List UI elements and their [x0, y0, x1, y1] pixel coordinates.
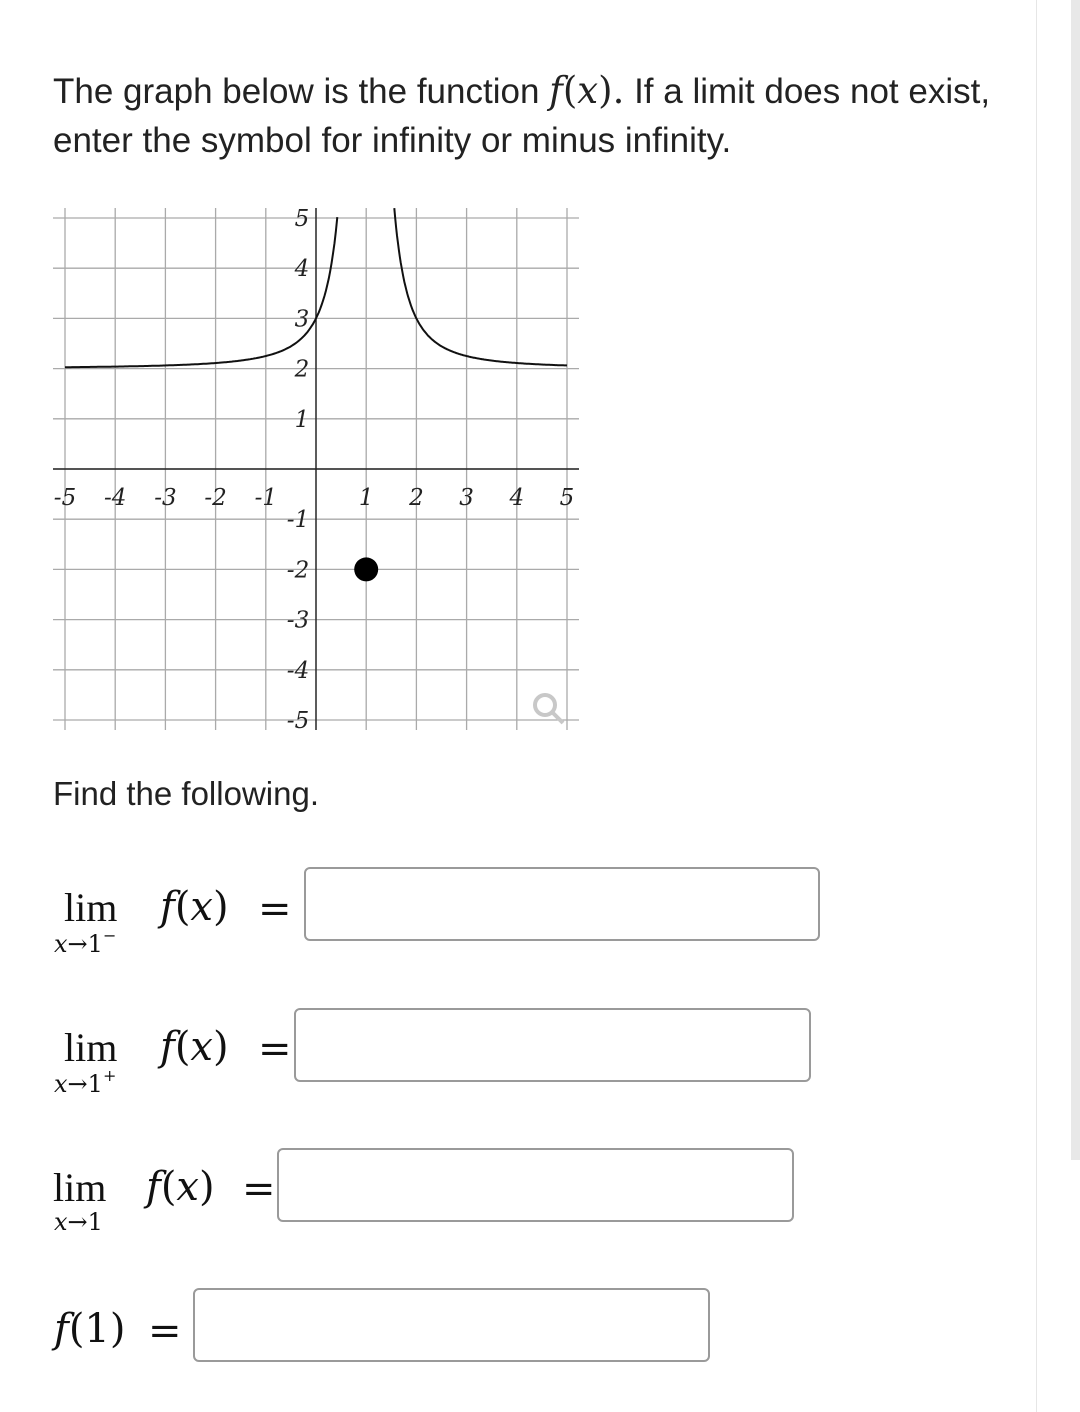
x-tick-label: 2	[409, 485, 424, 511]
lim-side: +	[102, 1066, 117, 1085]
curve-left-branch	[65, 217, 337, 367]
func-arg: 1	[84, 1306, 110, 1352]
func-arg: x	[190, 884, 213, 930]
answer-input-two-sided-limit[interactable]	[277, 1148, 794, 1222]
equals-sign: =	[258, 1026, 292, 1072]
func-value-expression: f(1)	[54, 1306, 126, 1352]
equals-sign: =	[258, 886, 292, 932]
lim-arrow: →	[67, 1070, 88, 1098]
func-name: f	[146, 1164, 161, 1210]
y-tick-label: -4	[286, 657, 310, 684]
y-tick-label: -5	[286, 708, 310, 734]
lim-side: −	[102, 926, 117, 945]
prompt-paren-open: (	[562, 69, 578, 112]
func-name: f	[54, 1306, 69, 1352]
find-following-label: Find the following.	[53, 775, 319, 812]
x-tick-label: 5	[559, 485, 575, 511]
x-tick-label: 4	[509, 485, 525, 511]
func-name: f	[160, 884, 175, 930]
x-tick-label: -5	[53, 485, 77, 511]
prompt-func-x: x	[577, 69, 599, 112]
x-tick-label: -4	[103, 485, 127, 511]
closed-point-marker	[354, 557, 378, 581]
equals-sign: =	[242, 1166, 276, 1212]
question-prompt	[53, 66, 1013, 165]
lim-function: f(x)	[146, 1164, 215, 1210]
lim-function: f(x)	[160, 884, 229, 930]
curve-right-branch	[394, 208, 567, 365]
y-tick-label: 5	[294, 206, 310, 232]
x-tick-label: -2	[204, 485, 227, 511]
y-tick-label: -2	[286, 557, 310, 584]
lim-subscript	[54, 1066, 117, 1098]
lim-label: lim	[64, 885, 118, 930]
lim-var: x	[54, 1208, 68, 1236]
x-tick-label: -3	[154, 485, 177, 511]
x-tick-label: -1	[254, 485, 278, 511]
lim-arrow: →	[67, 1208, 88, 1236]
prompt-text-1: The graph below is the function	[53, 72, 550, 111]
y-tick-label: -3	[286, 607, 310, 634]
prompt-paren-close: ).	[598, 69, 625, 112]
function-graph	[40, 200, 600, 740]
answer-input-f-of-1[interactable]	[193, 1288, 710, 1362]
func-name: f	[160, 1024, 175, 1070]
lim-var: x	[54, 1070, 68, 1098]
y-tick-label: 3	[294, 306, 310, 333]
tick-labels	[54, 206, 575, 734]
prompt-func-f: f	[549, 69, 563, 112]
lim-subscript	[54, 1208, 103, 1236]
scrollbar-thumb[interactable]	[1071, 0, 1080, 1160]
func-arg: x	[176, 1164, 199, 1210]
equals-sign: =	[148, 1308, 182, 1354]
func-arg: x	[190, 1024, 213, 1070]
lim-target: 1	[87, 930, 103, 958]
lim-label: lim	[53, 1165, 107, 1210]
lim-label: lim	[64, 1025, 118, 1070]
lim-target: 1	[87, 1070, 103, 1098]
lim-subscript	[54, 926, 117, 958]
lim-var: x	[54, 930, 68, 958]
prompt-text-2: If a limit does not exist, enter the symbol for infinity or minus infinity.	[53, 72, 991, 160]
axes	[53, 208, 579, 730]
y-tick-label: 2	[294, 356, 310, 383]
lim-function: f(x)	[160, 1024, 229, 1070]
y-tick-label: -1	[286, 507, 310, 534]
lim-arrow: →	[67, 930, 88, 958]
lim-target: 1	[87, 1208, 103, 1236]
x-tick-label: 1	[358, 485, 374, 511]
y-tick-label: 4	[294, 256, 310, 283]
x-tick-label: 3	[459, 485, 474, 511]
answer-input-right-limit[interactable]	[294, 1008, 811, 1082]
y-tick-label: 1	[294, 406, 310, 433]
answer-input-left-limit[interactable]	[304, 867, 820, 941]
magnifier-icon[interactable]	[535, 695, 563, 723]
